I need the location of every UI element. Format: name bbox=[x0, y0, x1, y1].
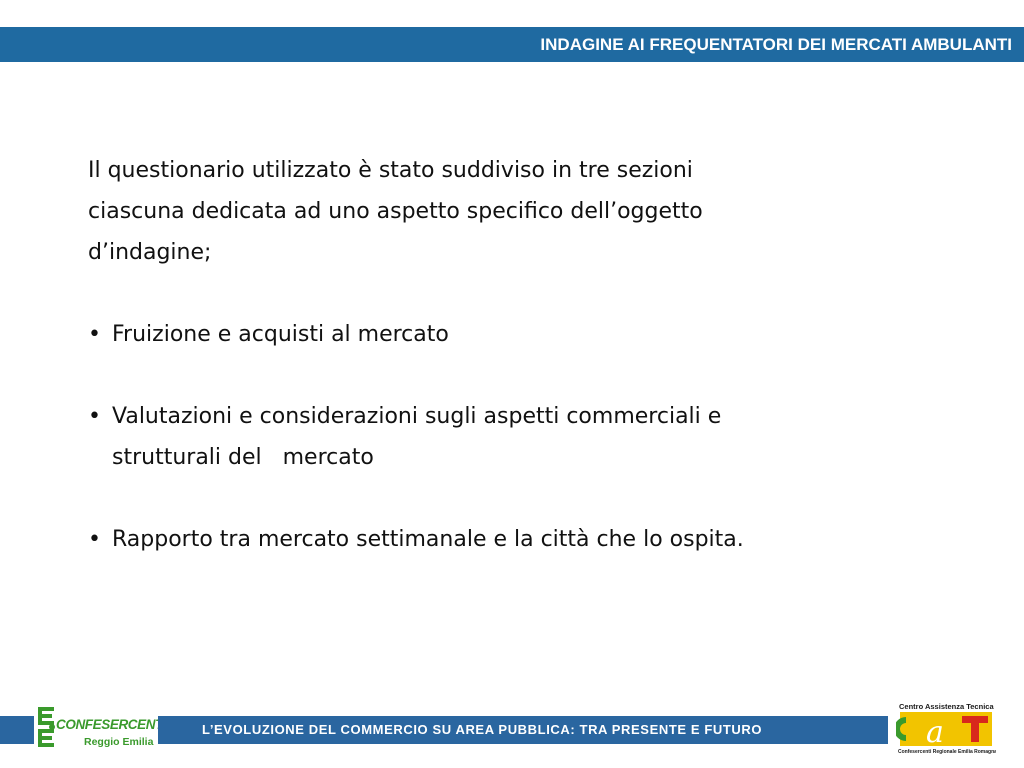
bullet-item-2 bbox=[88, 396, 968, 478]
intro-line-2: ciascuna dedicata ad uno aspetto specifico dell’oggetto bbox=[88, 199, 703, 224]
footer-text: L’EVOLUZIONE DEL COMMERCIO SU AREA PUBBLICA: TRA PRESENTE E FUTURO bbox=[202, 722, 763, 737]
confesercenti-logo bbox=[34, 703, 158, 751]
bullet-text-continued: strutturali del mercato bbox=[112, 445, 374, 470]
bullet-dot: • bbox=[88, 322, 101, 347]
intro-line-1: Il questionario utilizzato è stato suddiviso in tre sezioni bbox=[88, 158, 693, 183]
svg-text:CONFESERCENTI: CONFESERCENTI bbox=[56, 717, 158, 732]
cat-logo bbox=[896, 700, 996, 756]
bullet-dot: • bbox=[88, 527, 101, 552]
svg-text:Centro Assistenza Tecnica: Centro Assistenza Tecnica bbox=[899, 702, 994, 711]
bullet-item-1 bbox=[88, 314, 968, 355]
slide-header-title: INDAGINE AI FREQUENTATORI DEI MERCATI AMBULANTI bbox=[540, 35, 1012, 54]
svg-text:Reggio Emilia: Reggio Emilia bbox=[84, 736, 154, 748]
svg-text:a: a bbox=[926, 715, 944, 750]
bullet-item-3 bbox=[88, 519, 968, 560]
slide-content bbox=[88, 150, 968, 560]
svg-text:Confesercenti Regionale Emilia: Confesercenti Regionale Emilia Romagna bbox=[898, 749, 996, 755]
bullet-text: Fruizione e acquisti al mercato bbox=[112, 322, 449, 347]
bullet-text: Rapporto tra mercato settimanale e la città che lo ospita. bbox=[112, 527, 744, 552]
bullet-dot: • bbox=[88, 404, 101, 429]
bullet-text: Valutazioni e considerazioni sugli aspetti commerciali e bbox=[112, 404, 722, 429]
intro-line-3: d’indagine; bbox=[88, 240, 212, 265]
header-bar bbox=[0, 27, 1024, 62]
